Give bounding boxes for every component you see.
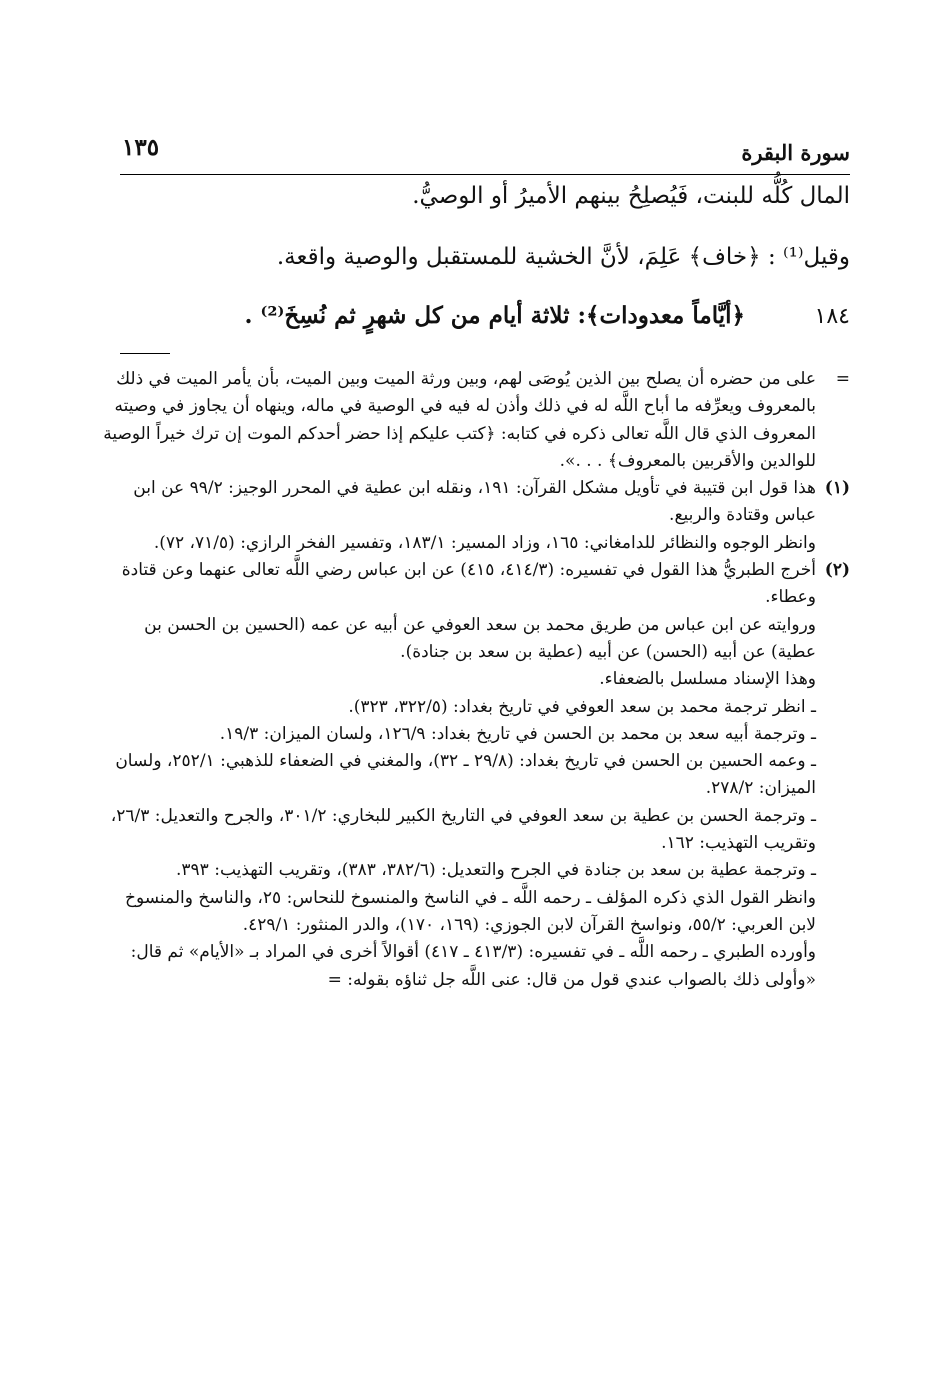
footnote-2-para-2: وروايته عن ابن عباس من طريق محمد بن سعد العوفي عن أبيه عن عمه (الحسين بن الحسن بن عطية) عن أبيه (الحسن) عن أبيه (عطية بن سعد بن جنادة). [144, 614, 816, 662]
footnote-1 [102, 475, 850, 530]
footnote-1-para-2: وانظر الوجوه والنظائر للدامغاني: ١٦٥، وزاد المسير: ١٨٣/١، وتفسير الفخر الرازي: (٧١/٥، ٧٢). [153, 532, 816, 553]
verse-text: ﴿أيَّاماً معدودات﴾: ثلاثة أيام من كل شهرٍ ثم نُسِخَ⁽²⁾ . [244, 302, 745, 329]
page-header [120, 128, 850, 175]
footnote-1-mark: (١) [824, 478, 850, 499]
footnote-2-para-9: وانظر القول الذي ذكره المؤلف ـ رحمه اللَّه ـ في الناسخ والمنسوخ للنحاس: ٢٥، والناسخ والمنسوخ لابن العربي: ٥٥/٢، ونواسخ القرآن لابن الجوزي: (١٦٩، ١٧٠)، والدر المنثور: ٤٢٩/١. [124, 887, 816, 935]
footnote-2-para-7: ـ وترجمة الحسن بن عطية بن سعد العوفي في التاريخ الكبير للبخاري: ٣٠١/٢، والجرح والتعديل: ٢٦/٣، وتقريب التهذيب: ١٦٢. [110, 805, 816, 854]
footnote-continuation [102, 366, 850, 475]
continuation-text: على من حضره أن يصلح بين الذين يُوصَى لهم، وبين ورثة الميت وبين الميت، بأن يأمر الميت في ذلك بالمعروف ويعرِّفه ما أباح اللَّه له في ذلك وأذن له فيه في الوصية في ماله، وينهاه أن يجاوز في وصيته المعروف الذي قال اللَّه تعالى ذكره في كتابه: ﴿كتب عليكم إذا حضر أحدكم الموت إن ترك خيراً الوصية للوالدين والأقربين بالمعروف﴾ . . .». [103, 369, 816, 471]
main-line-1: المال كُلُّه للبنت، فَيُصلِحُ بينهم الأميرُ أو الوصيُّ. [412, 183, 850, 209]
footnote-2-para-10: وأورده الطبري ـ رحمه اللَّه ـ في تفسيره: (٤١٣/٣ ـ ٤١٧) أقوالاً أخرى في المراد بـ «الأيام» ثم قال: «وأولى ذلك بالصواب عندي قول من قال: عنى اللَّه جل ثناؤه بقوله: = [130, 942, 816, 990]
footnote-2-text: أخرج الطبريُّ هذا القول في تفسيره: (٤١٤/٣، ٤١٥) عن ابن عباس رضي اللَّه تعالى عنهما وعن قتادة وعطاء. [121, 560, 816, 608]
footnote-2-para-3: وهذا الإسناد مسلسل بالضعفاء. [599, 669, 816, 690]
page-number: ١٣٥ [122, 134, 160, 161]
footnote-2-para-8: ـ وترجمة عطية بن سعد بن جنادة في الجرح والتعديل: (٣٨٢/٦، ٣٨٣)، وتقريب التهذيب: ٣٩٣. [176, 860, 816, 881]
footnote-2-para-5: ـ وترجمة أبيه سعد بن محمد بن الحسن في تاريخ بغداد: ١٢٦/٩، ولسان الميزان: ١٩/٣. [219, 723, 816, 744]
footnote-2-para-4: ـ انظر ترجمة محمد بن سعد العوفي في تاريخ بغداد: (٣٢٢/٥، ٣٢٣). [348, 696, 816, 717]
main-line-2: وقيل⁽¹⁾ : ﴿خاف﴾ عَلِمَ، لأنَّ الخشية للمستقبل والوصية واقعة. [276, 244, 850, 270]
verse-row [120, 302, 850, 336]
surah-title: سورة البقرة [741, 140, 850, 165]
verse-number: ١٨٤ [814, 304, 850, 329]
continuation-mark: = [835, 369, 850, 389]
verse-rule [120, 353, 170, 354]
footnote-2-para-6: ـ وعمه الحسين بن الحسن في تاريخ بغداد: (٢٩/٨ ـ ٣٢)، والمغني في الضعفاء للذهبي: ٢٥٢/١، ولسان الميزان: ٢٧٨/٢. [115, 751, 816, 799]
footnote-2-mark: (٢) [824, 560, 850, 581]
footnotes [102, 366, 850, 994]
footnote-2 [102, 557, 850, 612]
footnote-1-text: هذا قول ابن قتيبة في تأويل مشكل القرآن: ١٩١، ونقله ابن عطية في المحرر الوجيز: ٩٩/٢ عن ابن عباس وقتادة والربيع. [133, 478, 816, 526]
main-text [120, 180, 850, 336]
